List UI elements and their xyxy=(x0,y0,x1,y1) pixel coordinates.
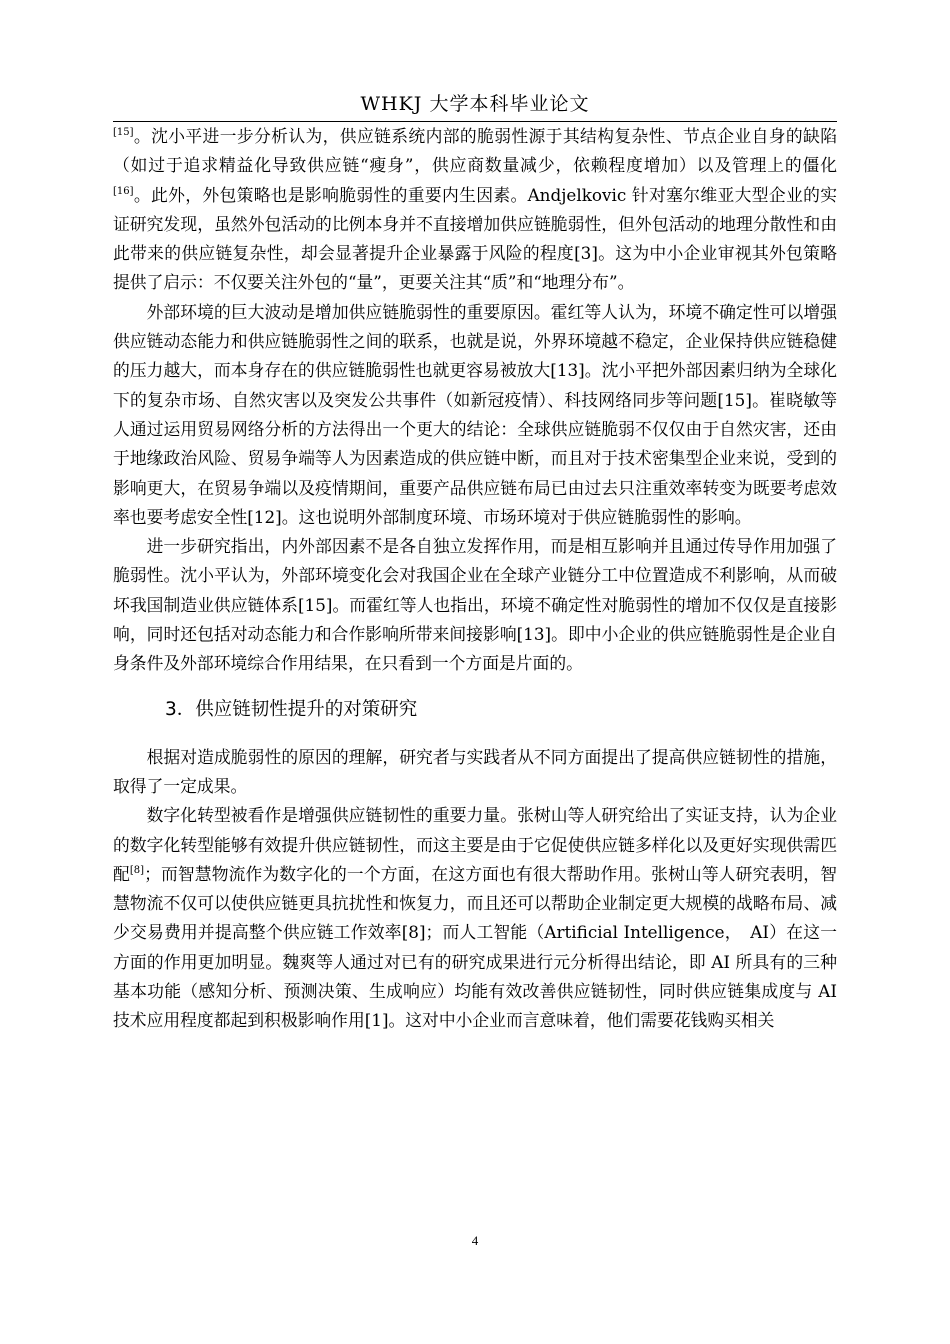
section-heading: 3．供应链韧性提升的对策研究 xyxy=(165,698,418,720)
paragraph-text: 。沈小平进一步分析认为，供应链系统内部的脆弱性源于其结构复杂性、节点企业自身的缺陷（如过于追求精益化导致供应链“瘦身”，供应商数量减少，依赖程度增加）以及管理上的僵化 xyxy=(113,126,837,176)
paragraph-5 xyxy=(113,801,837,1035)
page-number: 4 xyxy=(471,1233,479,1248)
paragraph-3: 进一步研究指出，内外部因素不是各自独立发挥作用，而是相互影响并且通过传导作用加强了脆弱性。沈小平认为，外部环境变化会对我国企业在全球产业链分工中位置造成不利影响，从而破坏我国制造业供应链体系[15]。而霍红等人也指出，环境不确定性对脆弱性的增加不仅仅是直接影响，同时还包括对动态能力和合作影响所带来间接影响[13]。即中小企业的供应链脆弱性是企业自身条件及外部环境综合作用结果，在只看到一个方面是片面的。 xyxy=(113,536,837,674)
paragraph-2: 外部环境的巨大波动是增加供应链脆弱性的重要原因。霍红等人认为，环境不确定性可以增强供应链动态能力和供应链脆弱性之间的联系，也就是说，外界环境越不稳定，企业保持供应链稳健的压力越大，而本身存在的供应链脆弱性也就更容易被放大[13]。沈小平把外部因素归纳为全球化下的复杂市场、自然灾害以及突发公共事件（如新冠疫情）、科技网络同步等问题[15]。崔晓敏等人通过运用贸易网络分析的方法得出一个更大的结论：全球供应链脆弱不仅仅由于自然灾害，还由于地缘政治风险、贸易争端等人为因素造成的供应链中断，而且对于技术密集型企业来说，受到的影响更大，在贸易争端以及疫情期间，重要产品供应链布局已由过去只注重效率转变为既要考虑效率也要考虑安全性[12]。这也说明外部制度环境、市场环境对于供应链脆弱性的影响。 xyxy=(113,301,837,527)
paragraph-1 xyxy=(113,122,837,298)
paragraph-4: 根据对造成脆弱性的原因的理解，研究者与实践者从不同方面提出了提高供应链韧性的措施，取得了一定成果。 xyxy=(113,746,837,796)
citation-ref: [15] xyxy=(113,127,134,138)
paragraph-text: ；而智慧物流作为数字化的一个方面，在这方面也有很大帮助作用。张树山等人研究表明，智慧物流不仅可以使供应链更具抗扰性和恢复力，而且还可以帮助企业制定更大规模的战略布局、减少交易费用并提高整个供应链工作效率[8]；而人工智能（Artificial Intelligence， AI）在这一方面的作用更加明显。魏爽等人通过对已有的研究成果进行元分析得出结论，即 AI 所具有的三种基本功能（感知分析、预测决策、生成响应）均能有效改善供应链韧性，同时供应链集成度与 AI 技术应用程度都起到积极影响作用[1]。这对中小企业而言意味着，他们需要花钱购买相关 xyxy=(113,863,837,1031)
citation-ref: [8] xyxy=(129,864,145,876)
citation-ref: [16] xyxy=(113,185,134,197)
paragraph-text: 数字化转型被看作是增强供应链韧性的重要力量。张树山等人研究给出了实证支持，认为企业的数字化转型能够有效提升供应链韧性，而这主要是由于它促使供应链多样化以及更好实现供需匹配 xyxy=(113,805,837,884)
paragraph-text: 。此外，外包策略也是影响脆弱性的重要内生因素。Andjelkovic 针对塞尔维亚大型企业的实证研究发现，虽然外包活动的比例本身并不直接增加供应链脆弱性，但外包活动的地理分散性和由此带来的供应链复杂性，却会显著提升企业暴露于风险的程度[3]。这为中小企业审视其外包策略提供了启示：不仅要关注外包的“量”，更要关注其“质”和“地理分布”。 xyxy=(113,184,837,293)
body-text xyxy=(113,122,837,1036)
page-header-title: WHKJ 大学本科毕业论文 xyxy=(360,93,590,115)
